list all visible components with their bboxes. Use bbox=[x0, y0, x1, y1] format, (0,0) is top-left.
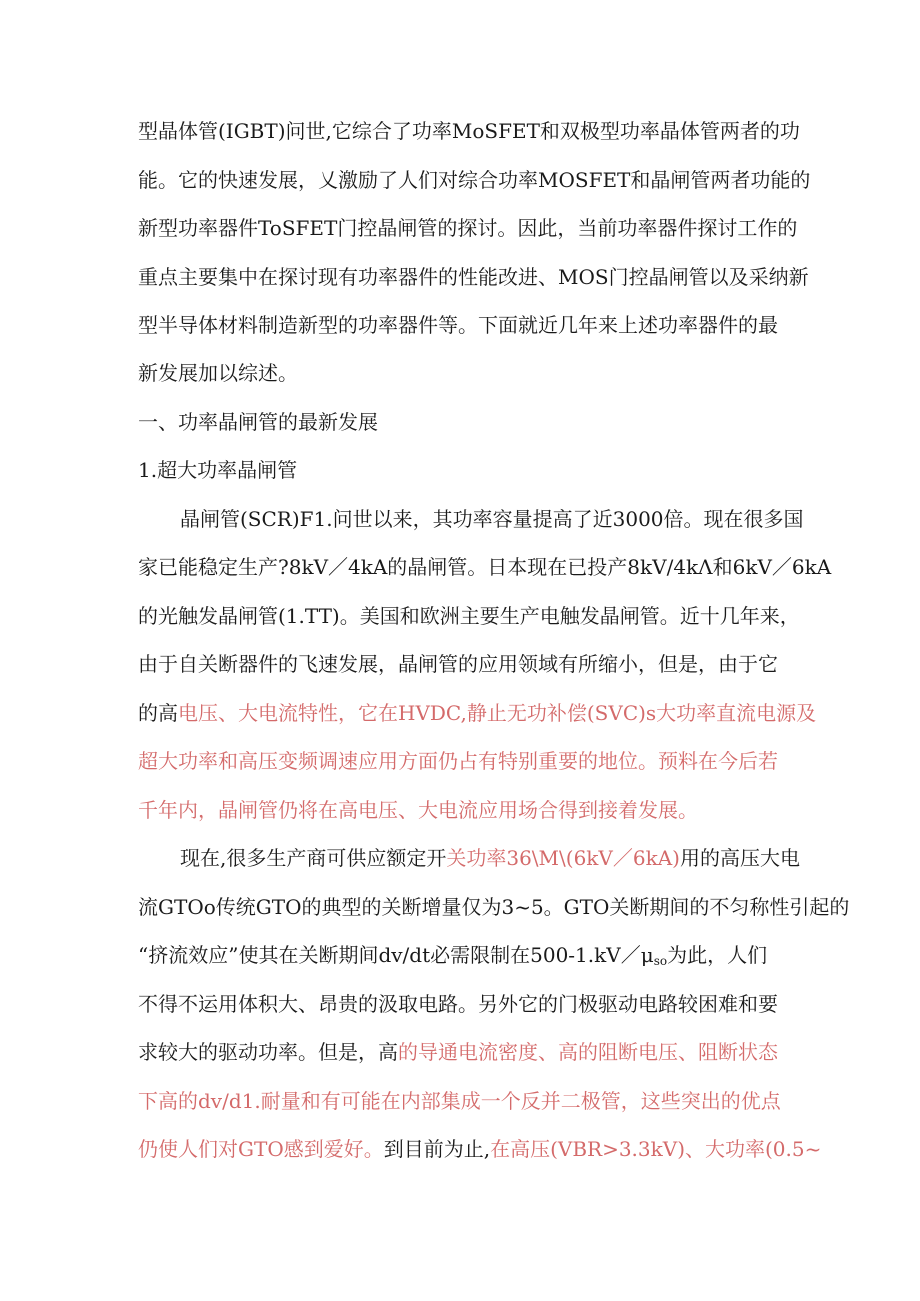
text-run: 的光触发晶闸管(1.TT)。美国和欧洲主要生产电触发晶闸管。近十几年来， bbox=[138, 604, 800, 628]
text-line-2 bbox=[138, 166, 811, 194]
text-run: 现在,很多生产商可供应额定开 bbox=[180, 846, 447, 870]
text-run: 流GTOo传统GTO的典型的关断增量仅为3~5。GTO关断期间的不匀称性引起的 bbox=[138, 895, 850, 919]
subscript-text: so bbox=[653, 954, 668, 968]
text-line-6 bbox=[138, 359, 788, 387]
text-line-18 bbox=[138, 941, 788, 975]
text-run: 由于自关断器件的飞速发展，晶闸管的应用领域有所缩小，但是，由于它 bbox=[138, 652, 778, 676]
text-run: 到目前为止, bbox=[383, 1137, 491, 1161]
text-line-19 bbox=[138, 990, 788, 1018]
highlighted-text: 关功率36\M\(6kV／6kA) bbox=[446, 846, 680, 870]
text-line-21 bbox=[138, 1087, 788, 1115]
text-line-3 bbox=[138, 214, 798, 242]
text-run: 新发展加以综述。 bbox=[138, 361, 298, 385]
text-run: 能。它的快速发展，乂激励了人们对综合功率MOSFET和晶闸管两者功能的 bbox=[138, 168, 811, 192]
text-line-1 bbox=[138, 117, 800, 145]
text-line-13 bbox=[138, 699, 817, 727]
highlighted-text: 超大功率和高压变频调速应用方面仍占有特别重要的地位。预料在今后若 bbox=[138, 749, 778, 773]
text-run: 1.超大功率晶闸管 bbox=[138, 458, 298, 482]
text-line-12 bbox=[138, 650, 788, 678]
text-run: 重点主要集中在探讨现有功率器件的性能改进、MOS门控晶闸管以及采纳新 bbox=[138, 265, 809, 289]
text-line-14 bbox=[138, 747, 788, 775]
highlighted-text: 在高压(VBR>3.3kV)、大功率(0.5~ bbox=[490, 1137, 822, 1161]
text-run: 用的高压大电 bbox=[679, 846, 800, 870]
section-heading bbox=[138, 408, 788, 436]
text-run: 为此，人们 bbox=[667, 943, 768, 967]
text-run: 求较大的驱动功率。但是，高 bbox=[138, 1040, 398, 1064]
text-line-22 bbox=[138, 1135, 822, 1163]
text-line-11 bbox=[138, 602, 800, 630]
highlighted-text: 仍使人们对GTO感到爱好。 bbox=[138, 1137, 384, 1161]
text-line-5 bbox=[138, 311, 788, 339]
text-run: 晶闸管(SCR)F1.问世以来，其功率容量提高了近3000倍。现在很多国 bbox=[180, 507, 804, 531]
text-run: 一、功率晶闸管的最新发展 bbox=[138, 410, 378, 434]
text-line-4 bbox=[138, 263, 809, 291]
text-run: 型半导体材料制造新型的功率器件等。下面就近几年来上述功率器件的最 bbox=[138, 313, 778, 337]
text-line-20 bbox=[138, 1038, 788, 1066]
text-line-10 bbox=[138, 553, 832, 581]
text-run: 不得不运用体积大、昂贵的汲取电路。另外它的门极驱动电路较困难和要 bbox=[138, 992, 778, 1016]
text-line-15 bbox=[138, 796, 788, 824]
text-run: 的高 bbox=[138, 701, 178, 725]
text-line-17 bbox=[138, 893, 850, 921]
highlighted-text: 的导通电流密度、高的阻断电压、阻断状态 bbox=[398, 1040, 778, 1064]
highlighted-text: 千年内，晶闸管仍将在高电压、大电流应用场合得到接着发展。 bbox=[138, 798, 698, 822]
text-run: 新型功率器件ToSFET门控晶闸管的探讨。因此，当前功率器件探讨工作的 bbox=[138, 216, 798, 240]
text-line-9 bbox=[180, 505, 804, 533]
text-line-16 bbox=[180, 844, 800, 872]
text-run: 家已能稳定生产?8kV／4kA的晶闸管。日本现在已投产8kV/4kΛ和6kV／6kA bbox=[138, 555, 832, 579]
highlighted-text: 电压、大电流特性，它在HVDC,静止无功补偿(SVC)s大功率直流电源及 bbox=[178, 701, 817, 725]
text-run: 型晶体管(IGBT)问世,它综合了功率MoSFET和双极型功率晶体管两者的功 bbox=[138, 119, 800, 143]
text-run: “挤流效应”使其在关断期间dv/dt必需限制在500-1.kV／μ bbox=[138, 943, 654, 967]
highlighted-text: 下高的dv/d1.耐量和有可能在内部集成一个反并二极管，这些突出的优点 bbox=[138, 1089, 781, 1113]
subsection-heading bbox=[138, 456, 788, 484]
